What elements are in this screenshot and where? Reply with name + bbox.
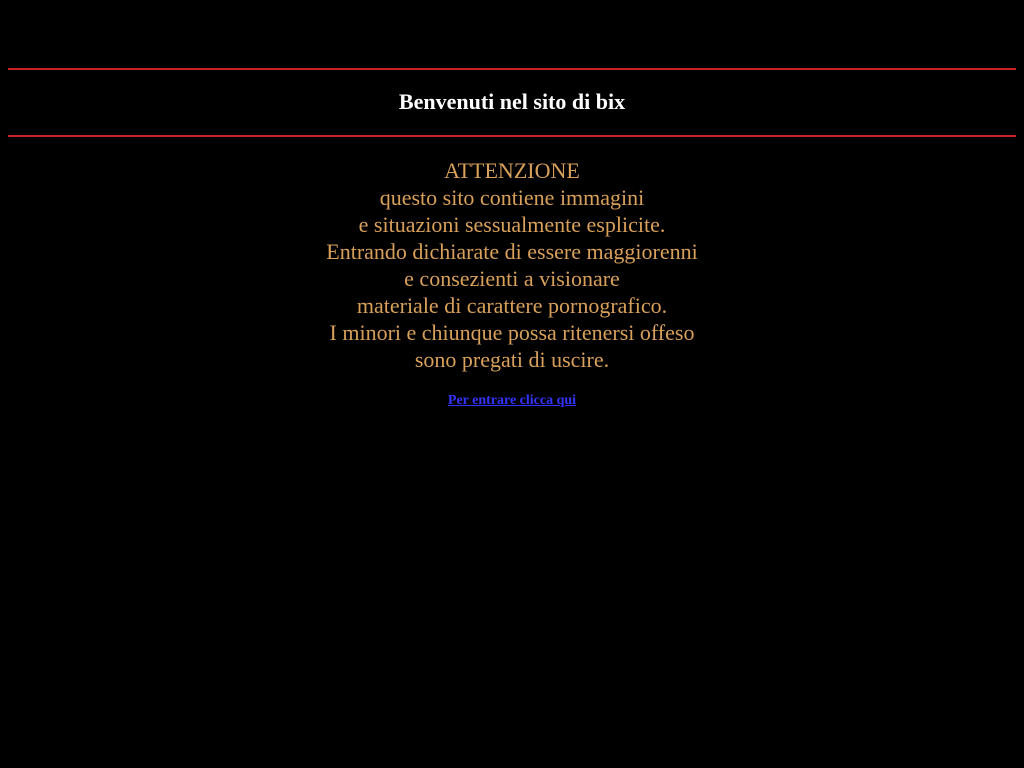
enter-link-container <box>0 373 1024 409</box>
warning-line: e consezienti a visionare <box>404 266 620 291</box>
warning-line: e situazioni sessualmente esplicite. <box>358 212 666 237</box>
warning-line: ATTENZIONE <box>444 158 580 183</box>
warning-line: sono pregati di uscire. <box>414 347 610 372</box>
warning-line: materiale di carattere pornografico. <box>356 293 668 318</box>
warning-line: Entrando dichiarate di essere maggiorenni <box>326 239 698 264</box>
warning-line: I minori e chiunque possa ritenersi offeso <box>329 320 695 345</box>
warning-block <box>0 137 1024 373</box>
enter-site-link[interactable]: Per entrare clicca qui <box>447 393 577 408</box>
top-spacer <box>0 0 1024 68</box>
page-title: Benvenuti nel sito di bix <box>398 89 626 114</box>
warning-line: questo sito contiene immagini <box>379 185 645 210</box>
